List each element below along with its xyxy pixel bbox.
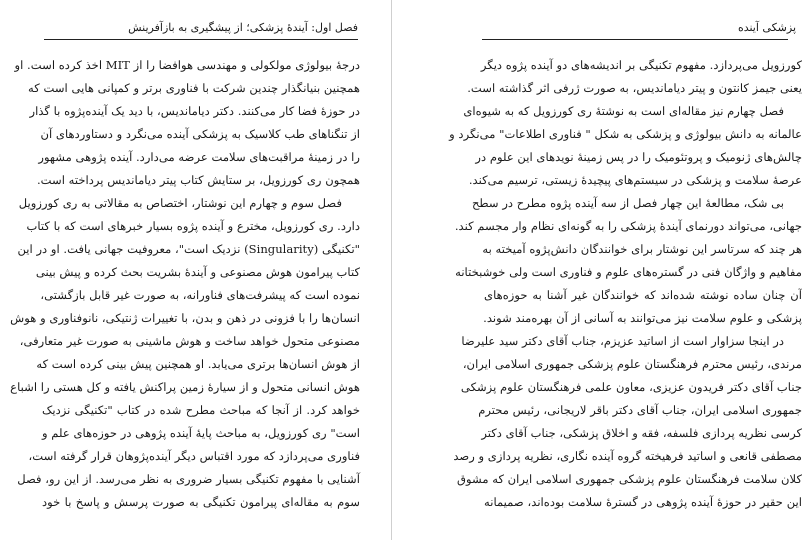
text-line: مصنوعی متحول خواهد ساخت و هوش ماشینی به صورت غیر متعارفی، xyxy=(19,334,360,348)
text-line: همچون ری کورزویل، بر ستایش کتاب پیتر دیاماندیس پرداخته است. xyxy=(36,173,360,187)
left-page xyxy=(0,0,392,540)
text-line: بی شک، مطالعۀ این چهار فصل از سه آینده پژوه مطرح در سطح xyxy=(471,196,784,210)
text-line: چالش‌های ژنومیک و پروتئومیک را در پس زمینۀ نویدهای این علوم در xyxy=(475,150,802,164)
text-line: فصل چهارم نیز مقاله‌ای است به نوشتۀ ری کورزویل که به شیوه‌ای xyxy=(463,104,784,118)
text-line: نموده است که پیشرفت‌های فناورانه، به صورت غیر قابل بازگشتی، xyxy=(40,288,360,302)
text-line: مصطفی قانعی و اساتید فرهیخته گروه آینده نگاری، نظریه پردازی و رصد xyxy=(453,449,802,463)
text-line: کرسی نظریه پردازی فلسفه، فقه و اخلاق پزشکی، جناب آقای دکتر xyxy=(481,426,802,440)
text-line: انسان‌ها را با فزونی در ذهن و بدن، با تغییرات ژنتیکی، نانوفناوری و هوش xyxy=(10,311,360,325)
text-line: از تنگناهای طب کلاسیک به پزشکی آینده می‌نگرد و دستاوردهای آن xyxy=(40,127,360,141)
text-line: یعنی جیمز کانتون و پیتر دیاماندیس، به صورت ژرفی اثر گذاشته است. xyxy=(467,81,802,95)
text-line: فصل سوم و چهارم این نوشتار، اختصاص به مقالاتی به ری کورزویل xyxy=(18,196,342,210)
text-line: پزشکی و علوم سلامت نیز می‌توانند به آسانی از آن بهره‌مند شوند. xyxy=(483,311,802,325)
text-line: این حقیر در حوزۀ آینده پژوهی در گسترۀ سلامت بوده‌اند، صمیمانه xyxy=(484,495,802,509)
text-line: جهانی، می‌تواند دورنمای آیندۀ پزشکی را به گونه‌ای نظام وار مجسم کند. xyxy=(454,219,802,233)
running-header: فصل اول: آیندۀ پزشکی؛ از پیشگیری به بازآفرینش xyxy=(128,21,358,34)
text-line: سوم به مقاله‌ای پیرامون تکنیگی به صورت پرسش و پاسخ با خود xyxy=(42,495,360,509)
header-rule xyxy=(44,39,358,40)
text-line: جناب آقای دکتر فریدون عزیزی، معاون علمی فرهنگستان علوم پزشکی xyxy=(460,380,802,394)
text-line: "تکنیگی (Singularity) نزدیک است"، معروفیت جهانی یافت. او در این xyxy=(17,242,360,256)
header-rule xyxy=(482,39,788,40)
text-line: آشنایی با مفهوم تکنیگی بسیار ضروری به نظر می‌رسد. از این رو، فصل xyxy=(17,472,360,486)
text-line: دارد. ری کورزویل، مخترع و آینده پژوه بسیار خبرهای است که با کتاب xyxy=(26,219,360,233)
text-line: کورزویل می‌پردازد. مفهوم تکنیگی بر اندیشه‌های دو آینده پژوه دیگر xyxy=(480,58,802,72)
text-line: مفاهیم و واژگان فنی در گستره‌های علوم و فناوری است ولی خوشبختانه xyxy=(455,265,802,279)
running-header: پزشکی آینده xyxy=(737,21,796,34)
text-line: را در زمینۀ مراقبت‌های سلامت عرضه می‌دارد. آینده پژوهی مشهور xyxy=(38,150,360,164)
text-line: هر چند که سرتاسر این نوشتار برای خوانندگان دانش‌پژوه آمیخته به xyxy=(482,242,802,256)
text-line: کتاب پیرامون هوش مصنوعی و آیندۀ بشریت بحث کرده و پیش بینی xyxy=(35,265,360,279)
page-body-text xyxy=(449,54,802,514)
text-line: در اینجا سزاوار است از اساتید عزیزم، جناب آقای دکتر سید علیرضا xyxy=(461,334,784,348)
text-line: درجۀ بیولوژی مولکولی و مهندسی هوافضا را از MIT اخذ کرده است. او xyxy=(14,58,360,72)
text-line: فناوری می‌پردازد که مورد اقتباس دیگر آینده‌پژوهان قرار گرفته است، xyxy=(28,449,360,463)
text-line: آن چنان ساده نوشته شده‌اند که خوانندگان غیر آشنا به حوزه‌های xyxy=(484,288,802,302)
text-line: هوش انسانی متحول و از سیارۀ زمین پراکنش یافته و کل هستی را اشباع xyxy=(10,380,360,394)
text-line: عرصۀ سلامت و پزشکی در سیستم‌های پیچیدۀ زیستی، ترسیم می‌کند. xyxy=(468,173,802,187)
text-line: جمهوری اسلامی ایران، جناب آقای دکتر باقر لاریجانی، رئیس محترم xyxy=(478,403,802,417)
text-line: است" ری کورزویل، به مباحث پایۀ آینده پژوهی در حوزه‌های علم و xyxy=(42,426,360,440)
text-line: کلان سلامت فرهنگستان علوم پزشکی جمهوری اسلامی ایران که مشوق xyxy=(457,472,802,486)
text-line: مرندی، رئیس محترم فرهنگستان علوم پزشکی جمهوری اسلامی ایران، xyxy=(462,357,802,371)
page-body-text xyxy=(10,54,360,514)
text-line: عالمانه به دانش بیولوژی و پزشکی به شکل " فناوری اطلاعات" می‌نگرد و xyxy=(449,127,802,141)
text-line: همچنین بنیانگذار چندین شرکت با فناوری برتر و کمپانی هایی است که xyxy=(28,81,360,95)
text-line: خواهد کرد. از آنجا که مباحث مطرح شده در کتاب "تکنیگی نزدیک xyxy=(42,403,360,417)
text-line: از هوش انسان‌ها برتری می‌یابد. او همچنین پیش بینی کرده است که xyxy=(36,357,360,371)
text-line: در حوزۀ فضا کار می‌کنند. دکتر دیاماندیس، با دید یک آینده‌پژوه با گذار xyxy=(29,104,360,118)
right-page xyxy=(392,0,802,540)
